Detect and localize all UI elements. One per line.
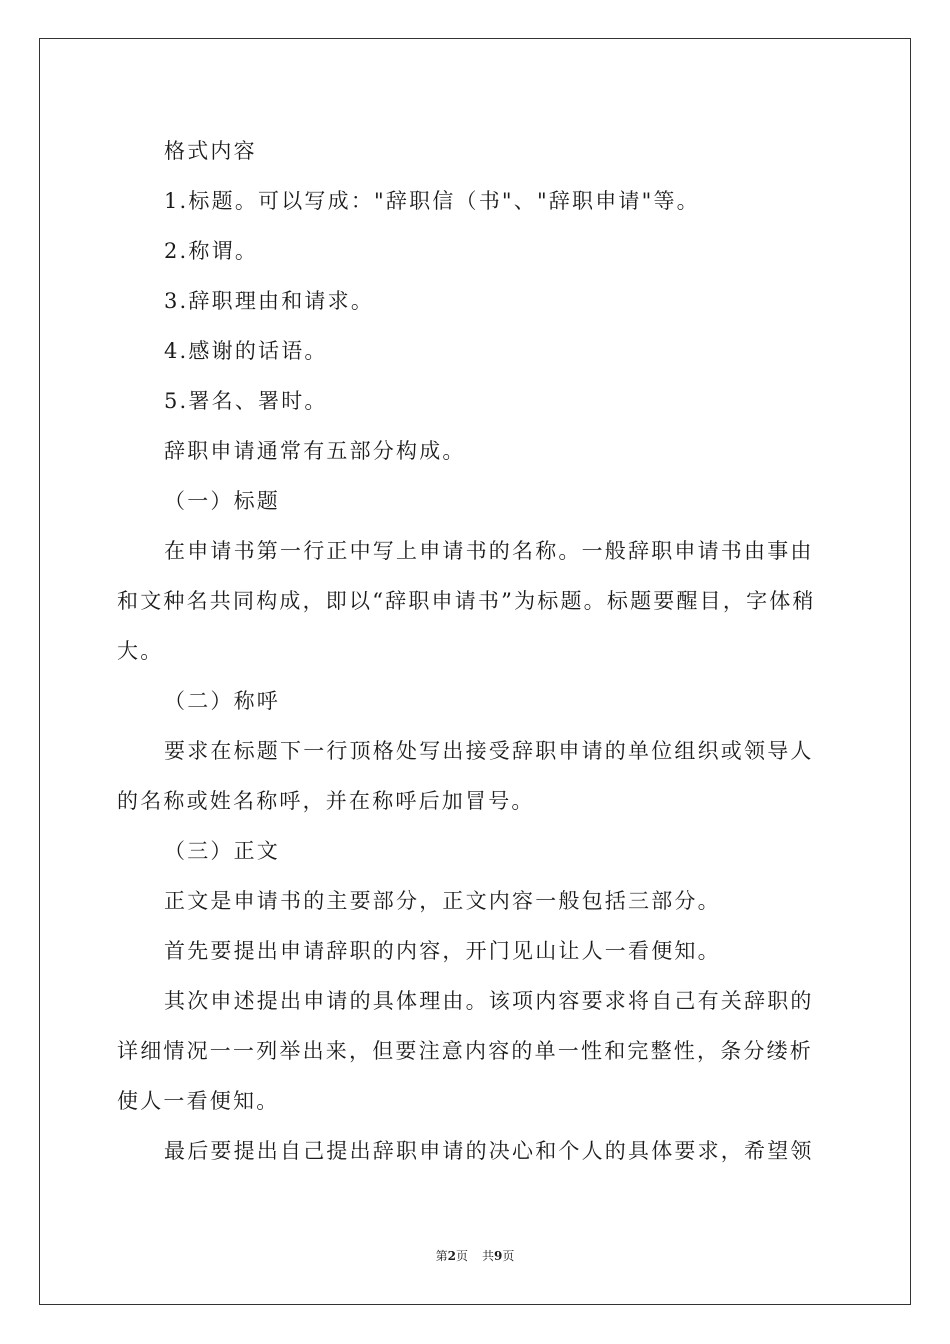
paragraph-item-title: 1.标题。可以写成："辞职信（书"、"辞职申请"等。 xyxy=(164,189,700,213)
footer-total-pages: 9 xyxy=(494,1249,503,1263)
paragraph-item-signature: 5.署名、署时。 xyxy=(164,389,328,413)
footer-page-number: 2 xyxy=(447,1249,456,1263)
paragraph-body-first: 首先要提出申请辞职的内容，开门见山让人一看便知。 xyxy=(164,939,721,963)
document-body xyxy=(117,126,833,1176)
section-heading-body: （三）正文 xyxy=(164,839,280,863)
paragraph-title-description: 在申请书第一行正中写上申请书的名称。一般辞职申请书由事由和文种名共同构成，即以“辞职申请书”为标题。标题要醒目，字体稍大。 xyxy=(117,539,816,663)
paragraph-format-heading: 格式内容 xyxy=(164,139,257,163)
footer-page-prefix: 第 xyxy=(435,1249,448,1263)
page-footer xyxy=(0,1248,950,1264)
paragraph-body-last: 最后要提出自己提出辞职申请的决心和个人的具体要求，希望领 xyxy=(164,1139,814,1163)
section-heading-salutation: （二）称呼 xyxy=(164,689,280,713)
footer-total-prefix: 共 xyxy=(482,1249,495,1263)
paragraph-item-reason: 3.辞职理由和请求。 xyxy=(164,289,375,313)
paragraph-body-second: 其次申述提出申请的具体理由。该项内容要求将自己有关辞职的详细情况一一列举出来，但要注意内容的单一性和完整性，条分缕析使人一看便知。 xyxy=(117,989,814,1113)
paragraph-item-salutation: 2.称谓。 xyxy=(164,239,259,263)
paragraph-five-parts: 辞职申请通常有五部分构成。 xyxy=(164,439,466,463)
paragraph-salutation-description: 要求在标题下一行顶格处写出接受辞职申请的单位组织或领导人的名称或姓名称呼，并在称呼后加冒号。 xyxy=(117,739,814,813)
footer-page-suffix: 页 xyxy=(455,1249,468,1263)
footer-total-suffix: 页 xyxy=(502,1249,515,1263)
paragraph-item-thanks: 4.感谢的话语。 xyxy=(164,339,328,363)
section-heading-title: （一）标题 xyxy=(164,489,280,513)
paragraph-body-intro: 正文是申请书的主要部分，正文内容一般包括三部分。 xyxy=(164,889,721,913)
